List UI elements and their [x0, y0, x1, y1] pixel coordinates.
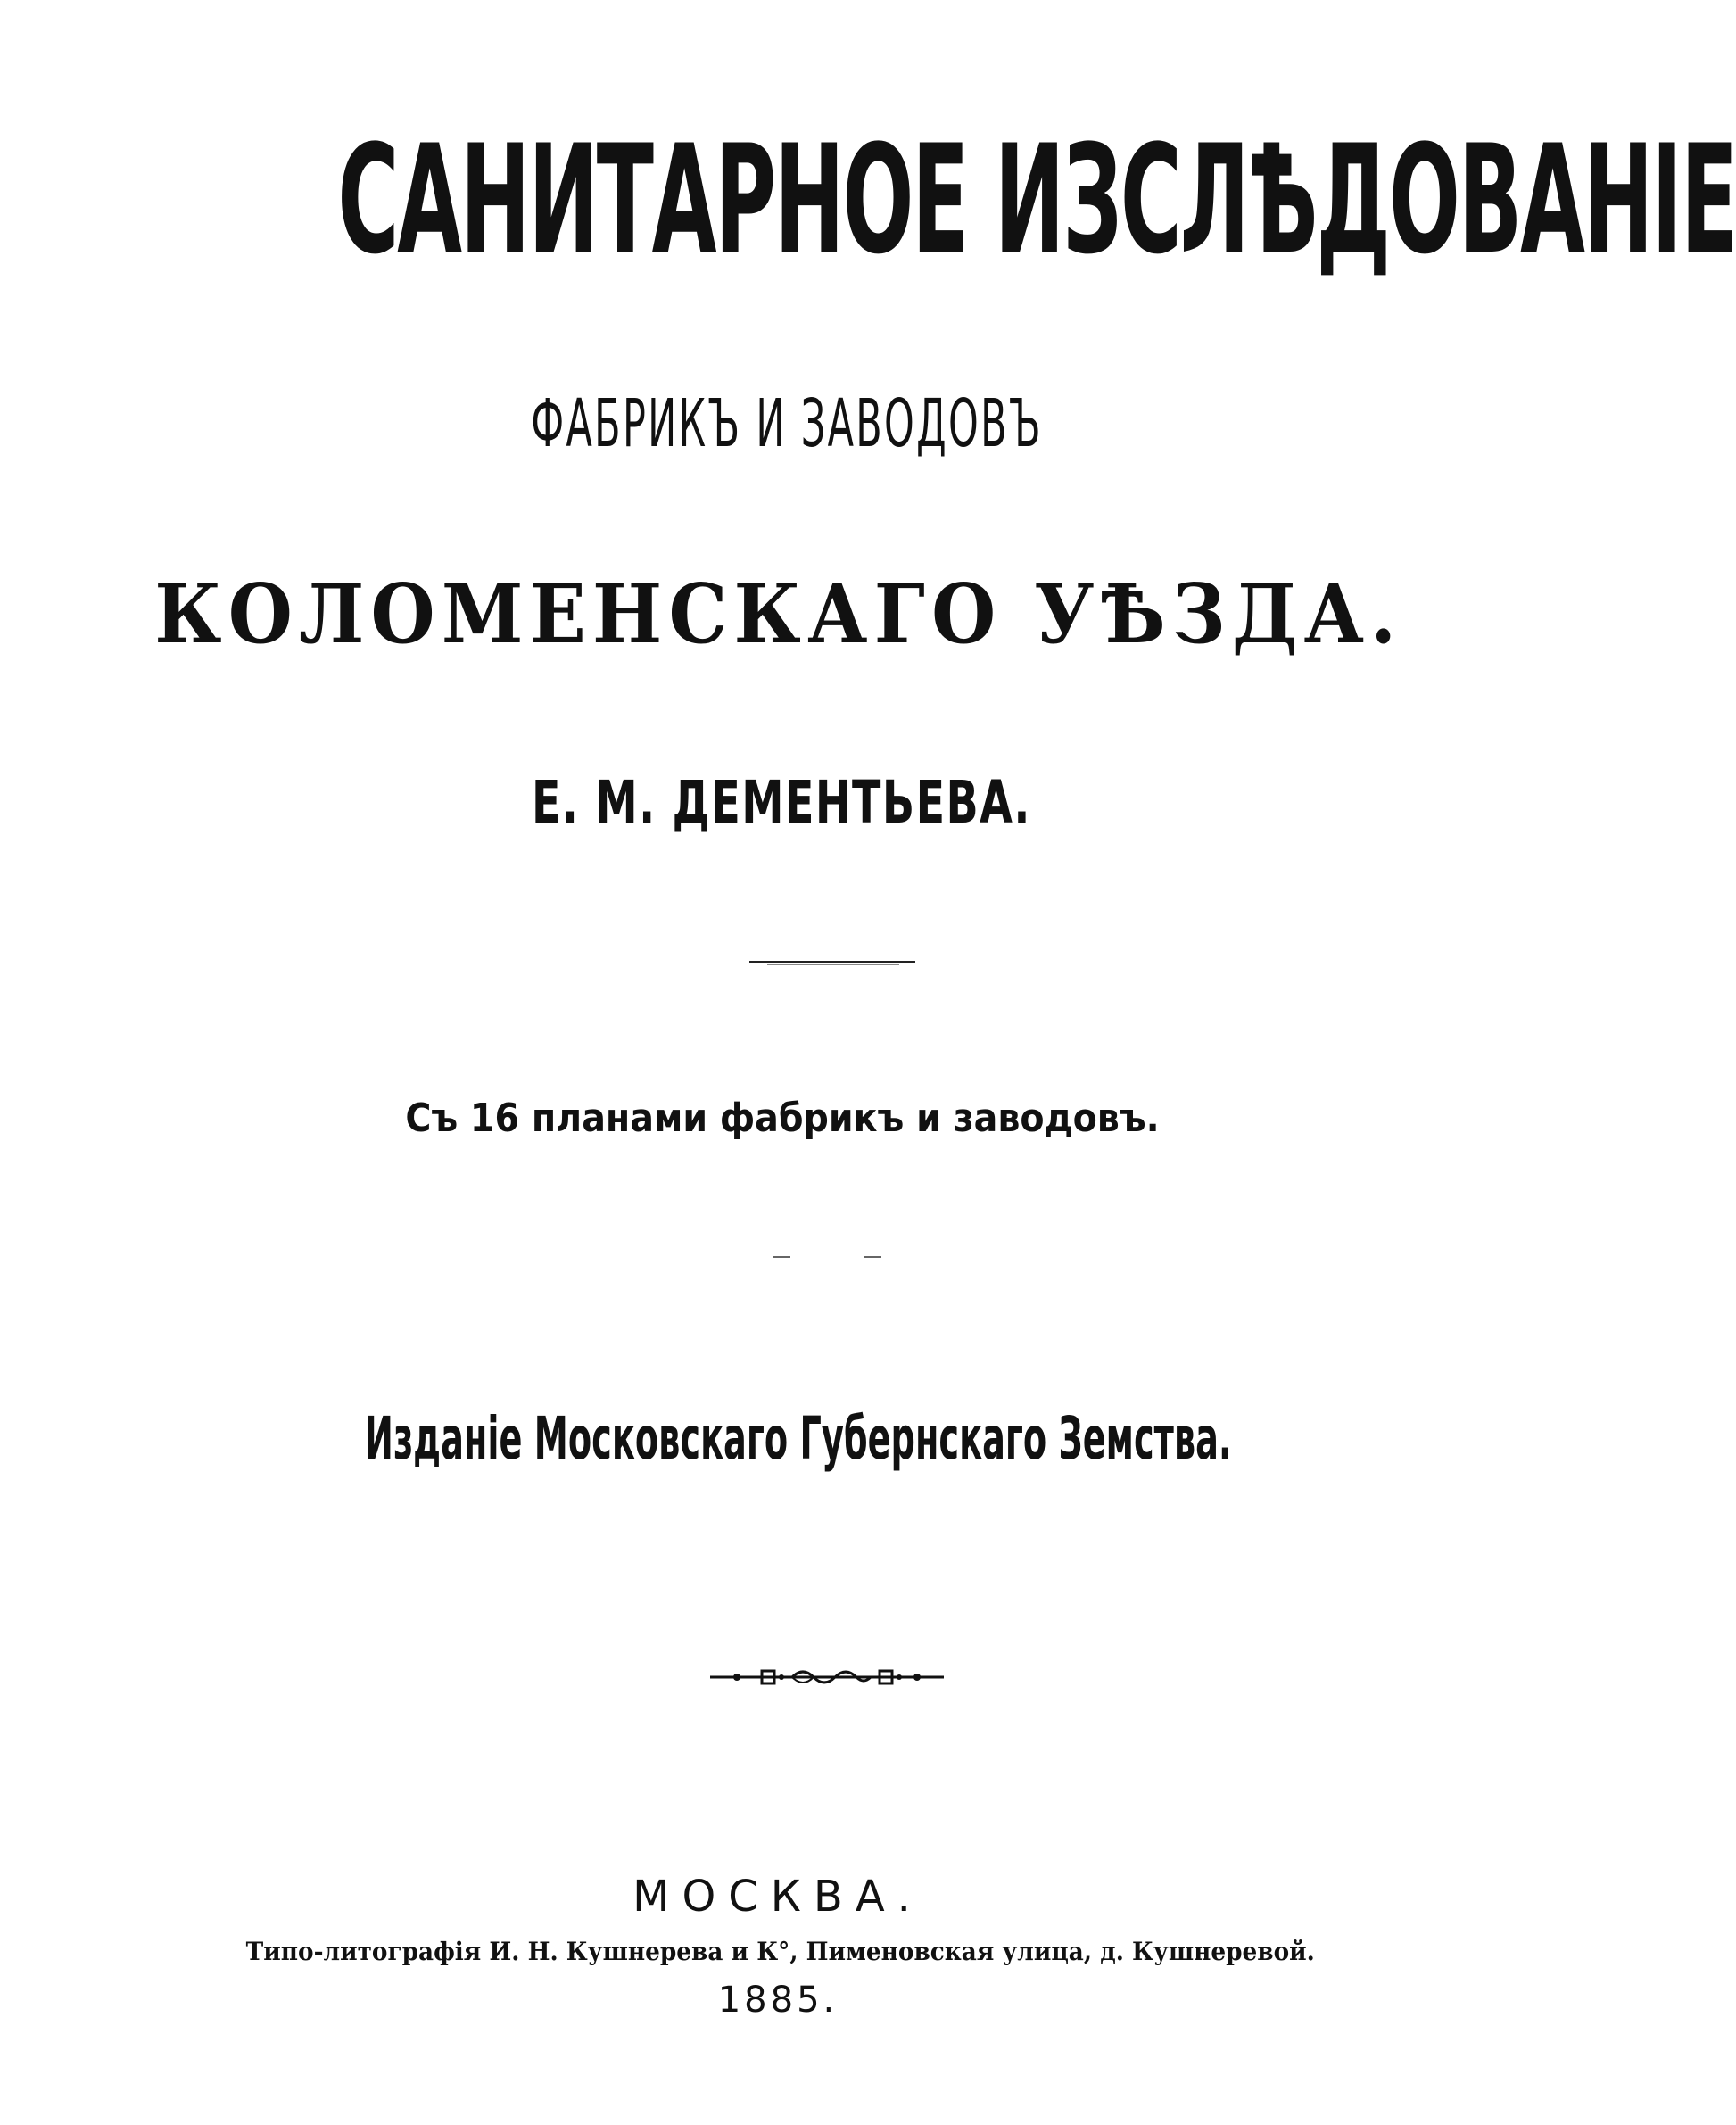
main-title: САНИТАРНОЕ ИЗСЛѢДОВАНІЕ [337, 112, 1736, 287]
imprint-year: 1885. [717, 1980, 839, 2021]
divider-rule [749, 961, 915, 963]
subtitle: ФАБРИКЪ И ЗАВОДОВЪ [531, 385, 1043, 462]
divider-dash-left [773, 1256, 790, 1258]
imprint-city: МОСКВА. [632, 1872, 923, 1922]
divider-dash-right [864, 1256, 881, 1258]
plans-note: Съ 16 планами фабрикъ и заводовъ. [405, 1096, 1160, 1141]
divider-rule-shadow [767, 964, 899, 965]
imprint-printer: Типо-литографія И. Н. Кушнерева и К°, Пименовская улица, д. Кушнеревой. [245, 1937, 1315, 1966]
district-title: КОЛОМЕНСКАГО УѢЗДА. [154, 566, 1403, 662]
ornamental-rule-icon [710, 1666, 944, 1688]
author-name: Е. М. ДЕМЕНТЬЕВА. [531, 768, 1031, 837]
publisher-line: Изданіе Московскаго Губернскаго Земства. [364, 1404, 1232, 1473]
